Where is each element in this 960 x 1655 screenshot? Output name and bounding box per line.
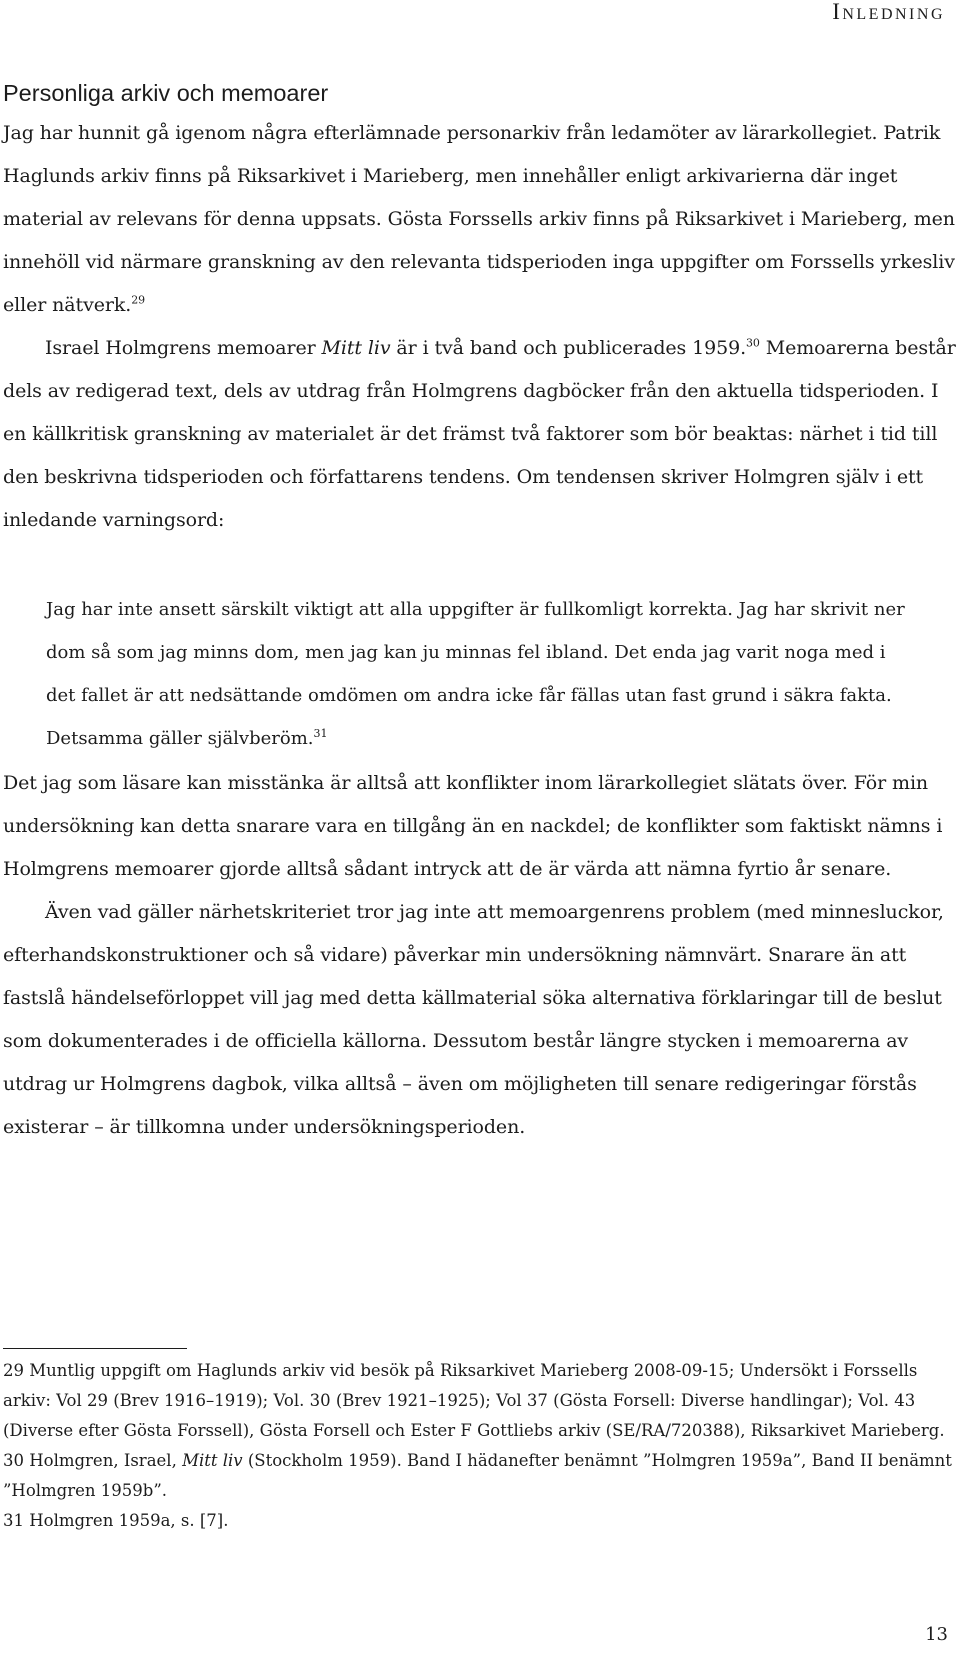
paragraph-proximity: Även vad gäller närhetskriteriet tror jag inte att memoargenrens problem (med minnesluckor, efterhandskonstruktioner och så vidare) påverkar min undersökning nämnvärt. Snarare än att fastslå händelseförloppet vill jag med detta källmaterial söka alternativa förklaringar till de beslut som dokumenterades i de officiella källorna. Dessutom består längre stycken i memoarerna av utdrag ur Holmgrens dagbok, vilka alltså – även om möjligheten till senare redigeringar förstås existerar – är tillkomna under undersökningsperioden. (3, 901, 944, 1138)
section-title: Personliga arkiv och memoarer (3, 80, 329, 106)
running-header: Inledning (832, 0, 945, 24)
page-number: 13 (925, 1624, 948, 1645)
block-quote (46, 588, 916, 760)
footnote-31: 31 Holmgren 1959a, s. [7]. (3, 1511, 229, 1530)
paragraph-memoirs-text-mid: är i två band och publicerades 1959. (390, 337, 747, 359)
body-text-upper (3, 112, 960, 542)
body-text-lower (3, 762, 960, 1149)
footnote-30-book-title: Mitt liv (182, 1451, 243, 1470)
footnote-ref-31: 31 (313, 727, 328, 740)
footnote-ref-30: 30 (746, 336, 760, 350)
paragraph-archives (3, 112, 960, 327)
paragraph-memoirs-text-end: Memoarerna består dels av redigerad text, dels av utdrag från Holmgrens dagböcker från den aktuella tidsperioden. I en källkritisk granskning av materialet är det främst två faktorer som bör beaktas: närhet i tid till den beskrivna tidsperioden och författarens tendens. Om tendensen skriver Holmgren själv i ett inledande varningsord: (3, 337, 956, 531)
footnote-ref-29: 29 (131, 293, 145, 307)
footnotes (3, 1356, 960, 1536)
paragraph-memoirs-text-start: Israel Holmgrens memoarer (45, 337, 322, 359)
footnote-29: 29 Muntlig uppgift om Haglunds arkiv vid besök på Riksarkivet Marieberg 2008-09-15; Undersökt i Forssells arkiv: Vol 29 (Brev 1916–1919); Vol. 30 (Brev 1921–1925); Vol 37 (Gösta Forsell: Diverse handlingar); Vol. 43 (Diverse efter Gösta Forssell), Gösta Forsell och Ester F Gottliebs arkiv (SE/RA/720388), Riksarkivet Marieberg. (3, 1361, 945, 1440)
paragraph-memoirs (3, 327, 960, 542)
block-quote-text: Jag har inte ansett särskilt viktigt att alla uppgifter är fullkomligt korrekta. Jag har skrivit ner dom så som jag minns dom, men jag kan ju minnas fel ibland. Det enda jag varit noga med i det fallet är att nedsättande omdömen om andra icke får fällas utan fast grund i säkra fakta. Detsamma gäller självberöm. (46, 599, 905, 749)
paragraph-archives-text: Jag har hunnit gå igenom några efterlämnade personarkiv från ledamöter av lärarkollegiet. Patrik Haglunds arkiv finns på Riksarkivet i Marieberg, men innehåller enligt arkivarierna där inget material av relevans för denna uppsats. Gösta Forssells arkiv finns på Riksarkivet i Marieberg, men innehöll vid närmare granskning av den relevanta tidsperioden inga uppgifter om Forssells yrkesliv eller nätverk. (3, 122, 955, 316)
footnote-30-text-end: (Stockholm 1959). Band I hädanefter benämnt ”Holmgren 1959a”, Band II benämnt ”Holmgren 1959b”. (3, 1451, 952, 1500)
footnote-divider (3, 1348, 187, 1349)
footnote-30 (3, 1446, 960, 1506)
paragraph-conflicts: Det jag som läsare kan misstänka är alltså att konflikter inom lärarkollegiet slätats över. För min undersökning kan detta snarare vara en tillgång än en nackdel; de konflikter som faktiskt nämns i Holmgrens memoarer gjorde alltså sådant intryck att de är värda att nämna fyrtio år senare. (3, 772, 943, 880)
footnote-30-text-start: 30 Holmgren, Israel, (3, 1451, 183, 1470)
book-title-mitt-liv: Mitt liv (321, 337, 391, 359)
